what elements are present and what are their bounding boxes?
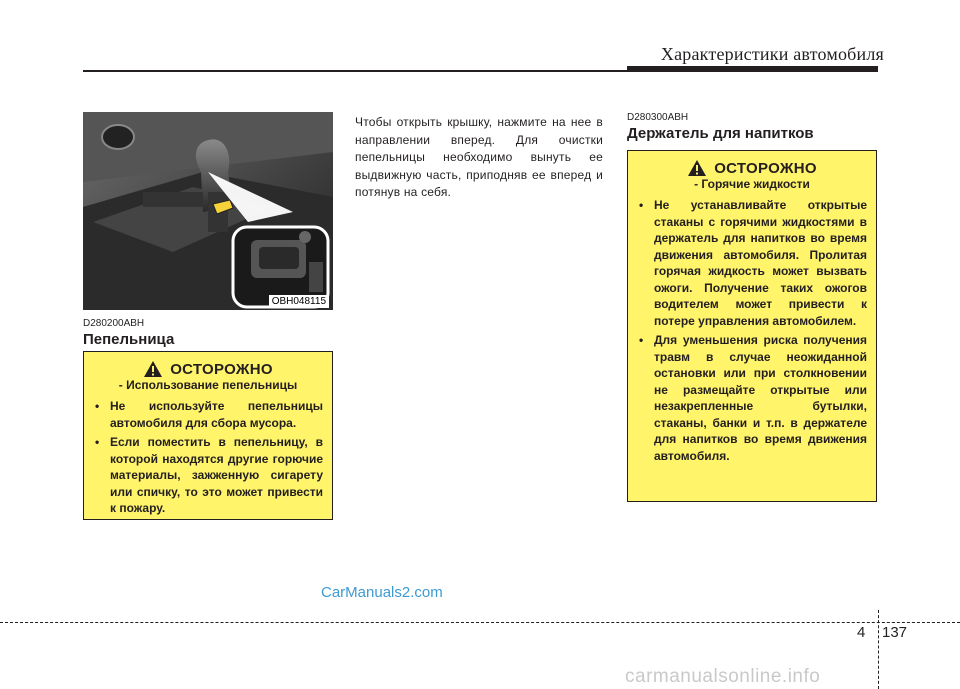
ashtray-photo [83,112,333,310]
warning-item: • Если поместить в пепельницу, в которой находятся другие горючие материалы, зажженную сигарету или спичку, то это может привести к пожару. [95,435,323,515]
page-number: 137 [882,624,908,641]
warning-triangle-icon [687,159,707,177]
warning-title-row [93,360,323,378]
warning-title-row [637,159,867,177]
section-heading-cup-holder: Держатель для напитков [627,125,814,142]
warning-subtitle: - Горячие жидкости [694,177,810,191]
site-watermark: carmanualsonline.info [625,666,821,687]
warning-title: ОСТОРОЖНО [714,159,817,177]
section-heading-ashtray: Пепельница [83,331,175,348]
chapter-number: 4 [857,624,866,641]
footer-rule [0,622,960,623]
photo-label: OBH048115 [269,295,329,308]
ashtray-instructions: Чтобы открыть крышку, нажмите на нее в направлении вперед. Для очистки пепельницы необходимо вынуть ее выдвижную часть, приподняв ее вперед и потянув на себя. [355,115,603,199]
warning-triangle-icon [143,360,163,378]
warning-item: • Для уменьшения риска получения травм в случае неожиданной остановки или при столкновении не размещайте открытые или незакрепленные бутылки, стаканы, банки и т.п. в держателе для напитков во время движения автомобиля. [639,333,867,463]
warning-title: ОСТОРОЖНО [170,360,273,378]
ashtray-warning-box [83,351,333,520]
cup-holder-warning-box [627,150,877,502]
warning-subtitle: - Использование пепельницы [118,378,298,392]
chapter-title: Характеристики автомобиля [660,44,884,64]
warning-list [93,398,323,517]
warning-item: • Не используйте пепельницы автомобиля для сбора мусора. [95,399,323,430]
warning-list [637,197,867,464]
footer-divider [878,610,880,689]
watermark-link[interactable]: CarManuals2.com [321,584,443,601]
header-rule-accent [627,66,878,72]
warning-item: • Не устанавливайте открытые стаканы с горячими жидкостями в держатель для напитков во время движения автомобиля. Пролитая горячая жидкость может вызвать ожоги. Получение таких ожогов водителем может привести к потере управления автомобилем. [639,198,867,328]
section-code: D280300ABH [627,112,689,123]
section-code: D280200ABH [83,318,145,329]
console-illustration [83,112,333,310]
